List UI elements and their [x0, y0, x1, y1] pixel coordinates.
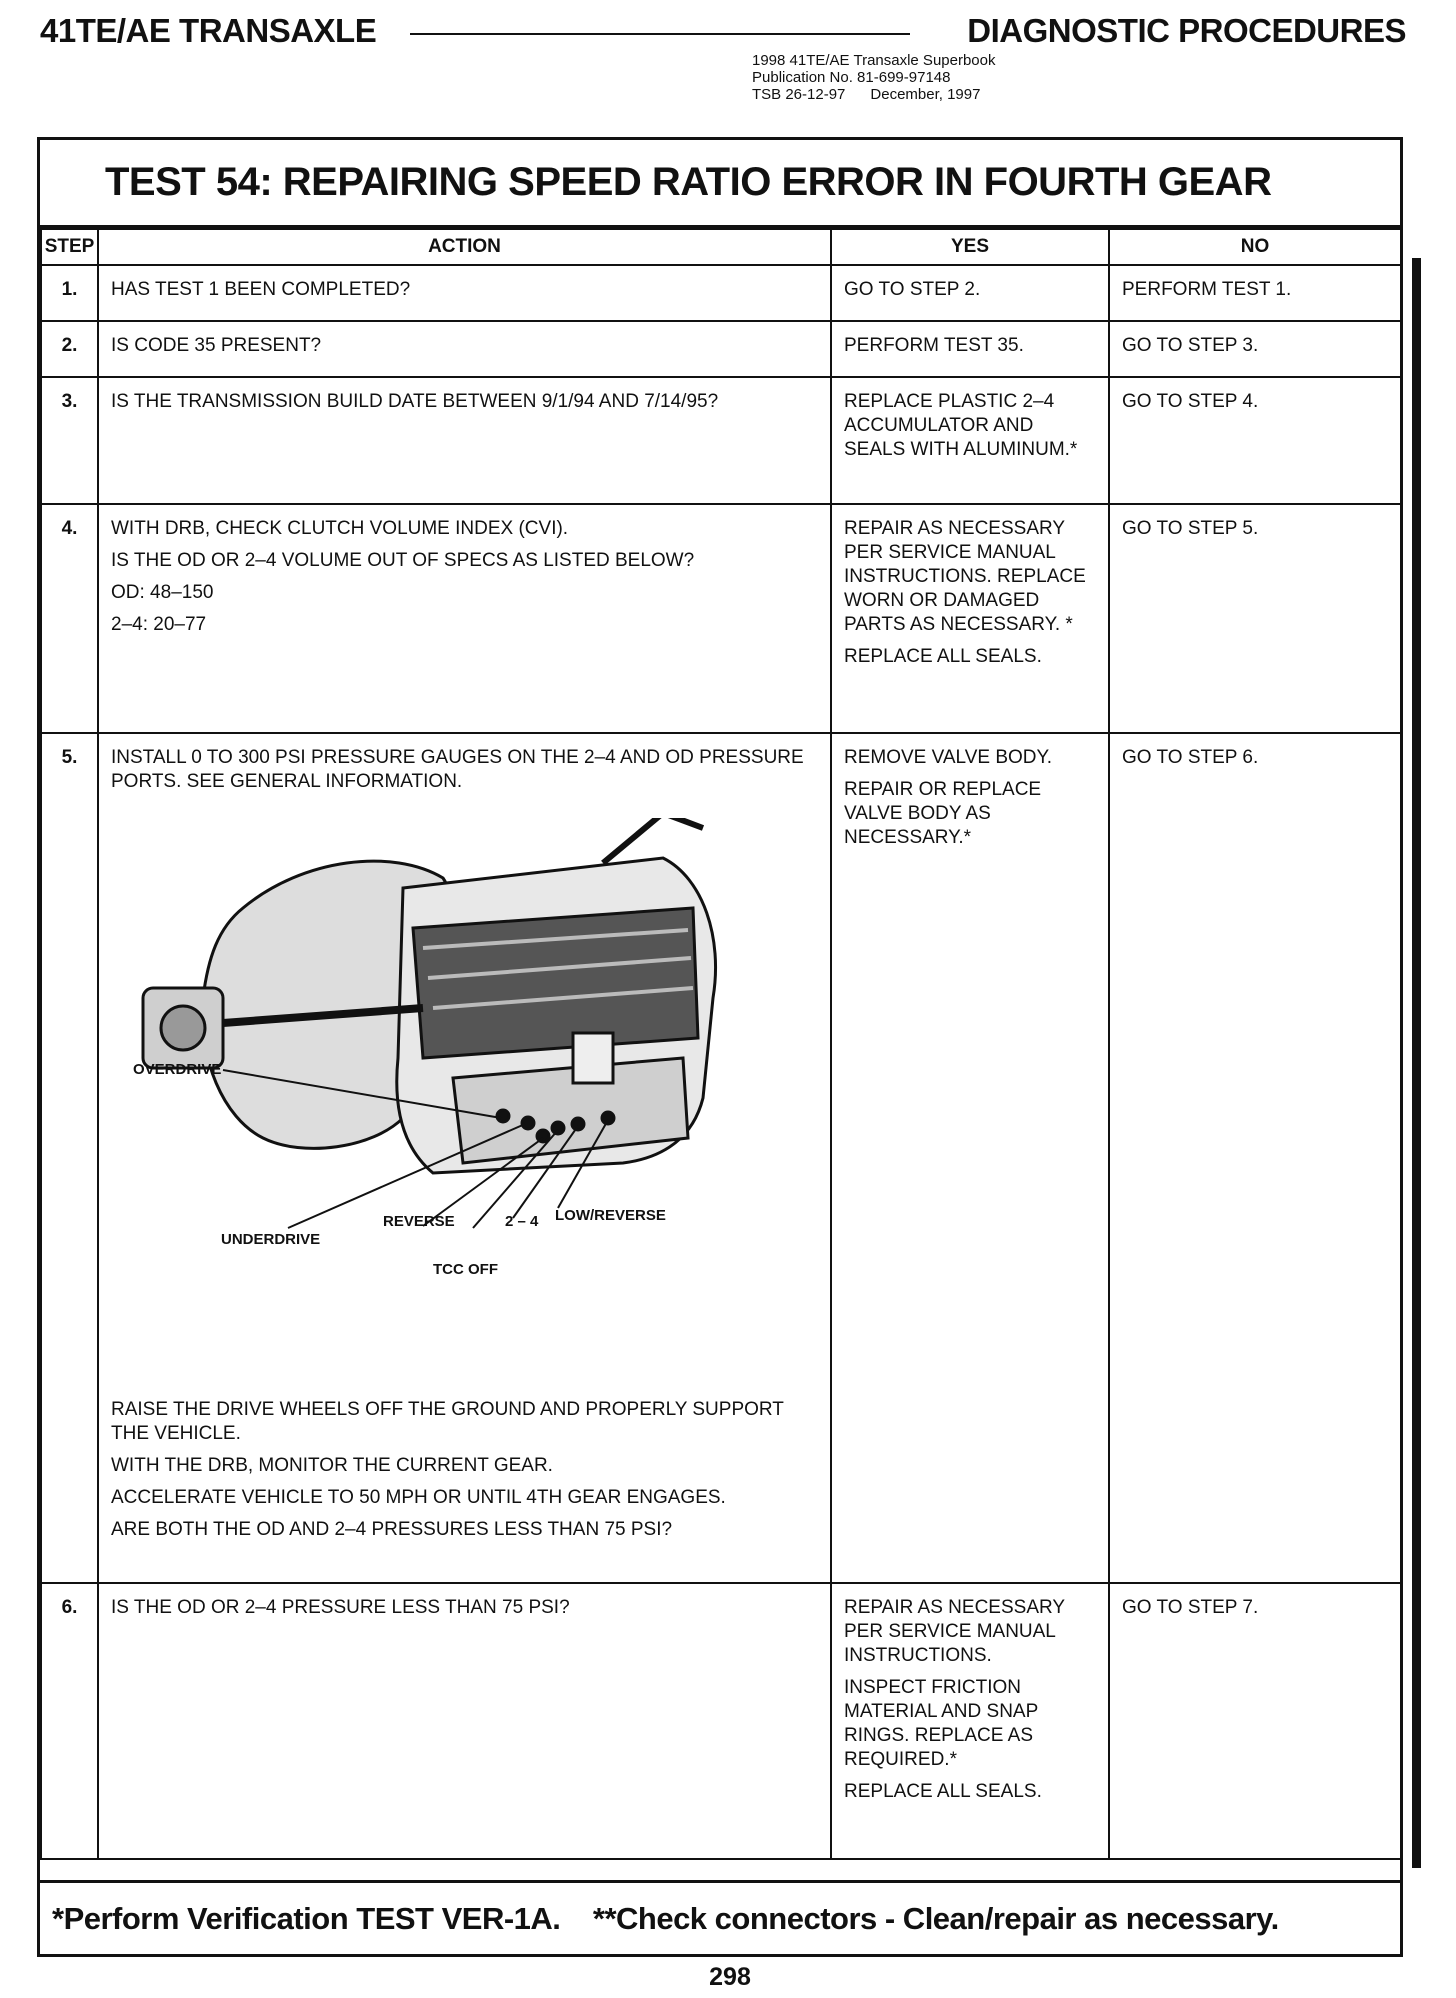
table-row	[41, 1583, 1401, 1859]
yes-text: REPAIR AS NECESSARY PER SERVICE MANUAL INSTRUCTIONS.	[844, 1597, 1065, 1666]
step-yes	[831, 265, 1109, 321]
table-row	[41, 321, 1401, 377]
callout-tcc-off: TCC OFF	[433, 1261, 498, 1278]
step-number: 3.	[41, 377, 98, 504]
action-text: 2–4: 20–77	[111, 614, 207, 635]
step-no	[1109, 265, 1401, 321]
header-left-title: 41TE/AE TRANSAXLE	[40, 12, 377, 49]
action-text: HAS TEST 1 BEEN COMPLETED?	[111, 279, 411, 300]
step-number: 2.	[41, 321, 98, 377]
transaxle-illustration	[103, 818, 823, 1378]
callout-two-four: 2 – 4	[505, 1213, 539, 1230]
no-text: GO TO STEP 6.	[1122, 747, 1259, 768]
pub-line: 1998 41TE/AE Transaxle Superbook	[752, 52, 996, 69]
step-no	[1109, 1583, 1401, 1859]
page-number: 298	[709, 1963, 751, 1991]
step-action	[98, 1583, 831, 1859]
step-action	[98, 504, 831, 733]
table-row	[41, 733, 1401, 1583]
no-text: PERFORM TEST 1.	[1122, 279, 1292, 300]
action-text: INSTALL 0 TO 300 PSI PRESSURE GAUGES ON THE 2–4 AND OD PRESSURE PORTS. SEE GENERAL INFORMATION.	[111, 747, 804, 792]
yes-text: REPAIR OR REPLACE VALVE BODY AS NECESSARY.*	[844, 779, 1042, 848]
footer-verification-note: *Perform Verification TEST VER-1A.	[52, 1900, 561, 1936]
page-title: TEST 54: REPAIRING SPEED RATIO ERROR IN FOURTH GEAR	[40, 140, 1400, 228]
step-no	[1109, 504, 1401, 733]
step-action	[98, 265, 831, 321]
footer-connectors-note: **Check connectors - Clean/repair as necessary.	[592, 1900, 1279, 1936]
action-text: WITH THE DRB, MONITOR THE CURRENT GEAR.	[111, 1455, 553, 1476]
col-header-step: STEP	[41, 229, 98, 265]
no-text: GO TO STEP 5.	[1122, 518, 1259, 539]
callout-underdrive: UNDERDRIVE	[221, 1231, 321, 1248]
action-text: ARE BOTH THE OD AND 2–4 PRESSURES LESS THAN 75 PSI?	[111, 1519, 673, 1540]
step-yes	[831, 377, 1109, 504]
pub-line: Publication No. 81-699-97148	[752, 69, 951, 86]
action-text: IS CODE 35 PRESENT?	[111, 335, 322, 356]
margin-bar	[1412, 258, 1421, 1868]
yes-text: REPAIR AS NECESSARY PER SERVICE MANUAL INSTRUCTIONS. REPLACE WORN OR DAMAGED PARTS AS NECESSARY. *	[844, 518, 1086, 635]
header-rule	[410, 33, 910, 35]
col-header-no: NO	[1109, 229, 1401, 265]
step-yes	[831, 1583, 1109, 1859]
col-header-action: ACTION	[98, 229, 831, 265]
yes-text: REMOVE VALVE BODY.	[844, 747, 1053, 768]
no-text: GO TO STEP 3.	[1122, 335, 1259, 356]
action-text: IS THE TRANSMISSION BUILD DATE BETWEEN 9/1/94 AND 7/14/95?	[111, 391, 719, 412]
step-no	[1109, 733, 1401, 1583]
header-right-title: DIAGNOSTIC PROCEDURES	[967, 12, 1406, 49]
yes-text: REPLACE ALL SEALS.	[844, 646, 1042, 667]
step-number: 6.	[41, 1583, 98, 1859]
yes-text: REPLACE ALL SEALS.	[844, 1781, 1042, 1802]
yes-text: REPLACE PLASTIC 2–4 ACCUMULATOR AND SEALS WITH ALUMINUM.*	[844, 391, 1078, 460]
yes-text: PERFORM TEST 35.	[844, 335, 1024, 356]
action-text: WITH DRB, CHECK CLUTCH VOLUME INDEX (CVI).	[111, 518, 569, 539]
step-no	[1109, 377, 1401, 504]
action-text: IS THE OD OR 2–4 VOLUME OUT OF SPECS AS LISTED BELOW?	[111, 550, 695, 571]
step-number: 4.	[41, 504, 98, 733]
col-header-yes: YES	[831, 229, 1109, 265]
action-text: IS THE OD OR 2–4 PRESSURE LESS THAN 75 PSI?	[111, 1597, 570, 1618]
step-action	[98, 377, 831, 504]
no-text: GO TO STEP 7.	[1122, 1597, 1259, 1618]
step-action	[98, 321, 831, 377]
action-text: ACCELERATE VEHICLE TO 50 MPH OR UNTIL 4TH GEAR ENGAGES.	[111, 1487, 726, 1508]
step-no	[1109, 321, 1401, 377]
publication-info	[752, 52, 996, 103]
table-row	[41, 377, 1401, 504]
step-yes	[831, 733, 1109, 1583]
procedure-table	[40, 228, 1402, 1860]
callout-reverse: REVERSE	[383, 1213, 455, 1230]
step-yes	[831, 321, 1109, 377]
step-number: 5.	[41, 733, 98, 1583]
action-text: RAISE THE DRIVE WHEELS OFF THE GROUND AND PROPERLY SUPPORT THE VEHICLE.	[111, 1399, 784, 1444]
yes-text: GO TO STEP 2.	[844, 279, 981, 300]
table-row	[41, 265, 1401, 321]
step-action	[98, 733, 831, 1583]
callout-overdrive: OVERDRIVE	[133, 1061, 222, 1078]
step-yes	[831, 504, 1109, 733]
yes-text: INSPECT FRICTION MATERIAL AND SNAP RINGS. REPLACE AS REQUIRED.*	[844, 1677, 1038, 1770]
action-text: OD: 48–150	[111, 582, 214, 603]
transaxle-pressure-ports-figure	[103, 818, 823, 1378]
no-text: GO TO STEP 4.	[1122, 391, 1259, 412]
footer-notes	[40, 1880, 1400, 1954]
step-number: 1.	[41, 265, 98, 321]
pub-line: TSB 26-12-97 December, 1997	[752, 86, 981, 103]
table-row	[41, 504, 1401, 733]
table-header-row	[41, 229, 1401, 265]
callout-low-reverse: LOW/REVERSE	[555, 1207, 666, 1224]
